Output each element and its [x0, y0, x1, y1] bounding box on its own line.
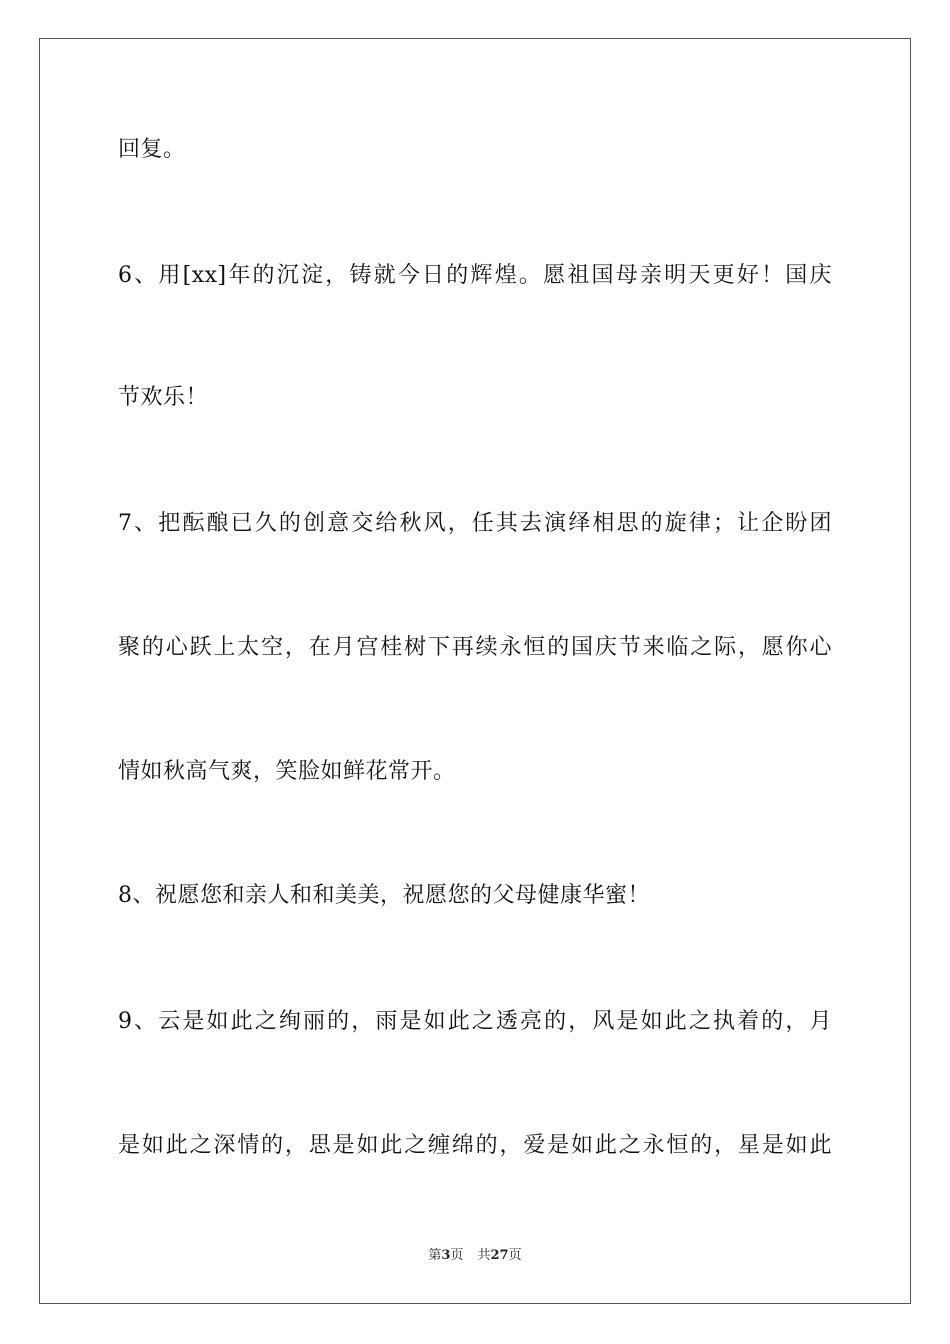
- page-label-suffix: 页: [450, 1248, 464, 1263]
- total-label-suffix: 页: [508, 1248, 522, 1263]
- current-page-number: 3: [441, 1248, 451, 1263]
- text-line-4: 7、把酝酿已久的创意交给秋风，任其去演绎相思的旋律；让企盼团: [118, 511, 832, 536]
- text-line-5: 聚的心跃上太空，在月宫桂树下再续永恒的国庆节来临之际，愿你心: [118, 635, 832, 660]
- text-line-3: 节欢乐！: [118, 385, 209, 410]
- page-label-prefix: 第: [428, 1248, 442, 1263]
- total-label-prefix: 共: [477, 1248, 491, 1263]
- total-pages-number: 27: [490, 1248, 509, 1263]
- text-line-9: 是如此之深情的，思是如此之缠绵的，爱是如此之永恒的，星是如此: [118, 1133, 832, 1158]
- page-footer: [0, 1246, 950, 1266]
- text-line-2: 6、用[xx]年的沉淀，铸就今日的辉煌。愿祖国母亲明天更好！国庆: [118, 263, 832, 288]
- text-line-6: 情如秋高气爽，笑脸如鲜花常开。: [118, 759, 456, 784]
- text-line-1: 回复。: [118, 137, 186, 162]
- text-line-7: 8、祝愿您和亲人和和美美，祝愿您的父母健康华蜜！: [118, 883, 650, 908]
- text-line-8: 9、云是如此之绚丽的，雨是如此之透亮的，风是如此之执着的，月: [118, 1009, 832, 1034]
- page-border: [39, 38, 911, 1304]
